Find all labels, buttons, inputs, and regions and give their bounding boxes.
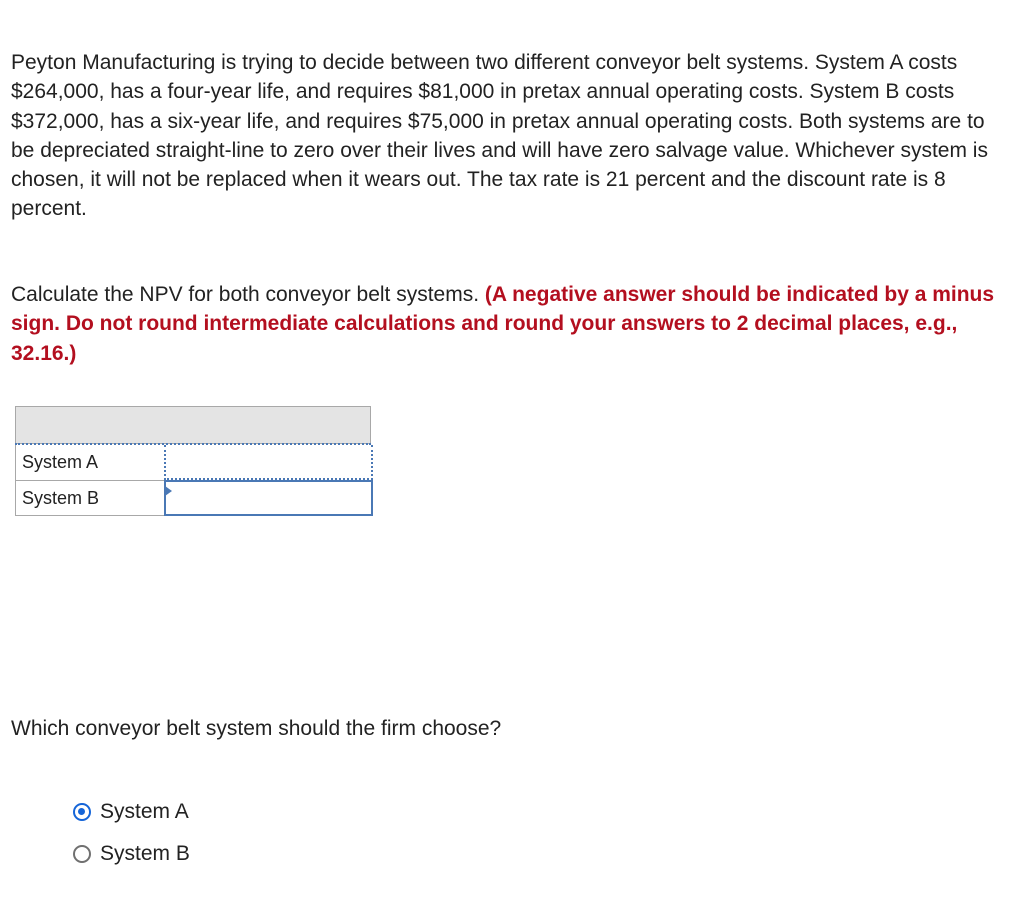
choice-question: Which conveyor belt system should the firm choose? bbox=[11, 717, 502, 740]
radio-selected-icon[interactable] bbox=[73, 803, 91, 821]
system-a-npv-input[interactable] bbox=[164, 445, 373, 480]
npv-answer-table bbox=[15, 406, 371, 516]
cell-marker-icon bbox=[165, 486, 172, 496]
instruction-text: Calculate the NPV for both conveyor belt systems. bbox=[11, 283, 485, 306]
option-system-a[interactable] bbox=[73, 797, 190, 827]
problem-statement: Peyton Manufacturing is trying to decide between two different conveyor belt systems. System A costs $264,000, has a four-year life, and requires $81,000 in pretax annual operating costs. System B costs $372,000, has a six-year life, and requires $75,000 in pretax annual operating costs. Both systems are to be depreciated straight-line to zero over their lives and will have zero salvage value. Whichever system is chosen, it will not be replaced when it wears out. The tax rate is 21 percent and the discount rate is 8 percent. bbox=[11, 51, 988, 221]
system-b-label: System B bbox=[15, 480, 170, 516]
instruction-rounding-note: (A negative answer should be indicated by a minus sign. Do not round intermediate calculations and round your answers to 2 decimal places, e.g., 32.16.) bbox=[11, 283, 995, 365]
table-row-system-b bbox=[15, 480, 371, 516]
option-system-a-label[interactable]: System A bbox=[100, 800, 189, 823]
radio-unselected-icon[interactable] bbox=[73, 845, 91, 863]
npv-instruction bbox=[11, 280, 1001, 368]
table-header-row bbox=[15, 406, 371, 444]
option-system-b-label[interactable]: System B bbox=[100, 842, 190, 865]
system-choice-group bbox=[73, 797, 190, 881]
table-row-system-a bbox=[15, 445, 371, 481]
system-b-npv-input[interactable] bbox=[164, 480, 373, 516]
option-system-b[interactable] bbox=[73, 839, 190, 869]
system-a-label: System A bbox=[15, 445, 170, 481]
